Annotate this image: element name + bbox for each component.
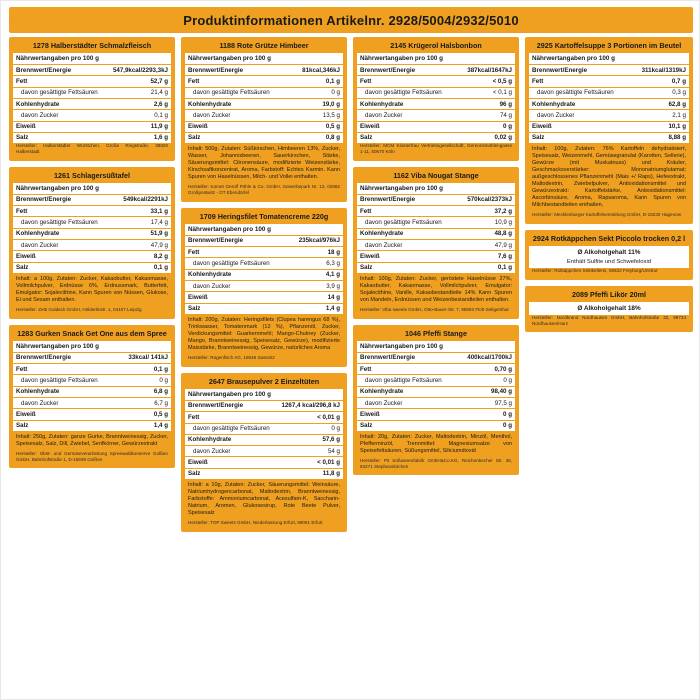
nutrition-table bbox=[529, 53, 689, 143]
nutrient-value: 0,8 g bbox=[325, 134, 340, 142]
nutrition-table bbox=[13, 53, 171, 143]
nutrient-value: 98,40 g bbox=[491, 388, 512, 396]
alcohol-content: Ø Alkoholgehalt 18% bbox=[529, 302, 689, 315]
nutrient-name: Brennwert/Energie bbox=[188, 66, 244, 74]
nutrient-name: Kohlenhydrate bbox=[16, 230, 60, 238]
nutrient-value: 1,4 g bbox=[325, 305, 340, 313]
nutrient-name: davon gesättigte Fettsäuren bbox=[365, 376, 442, 384]
nutrient-name: Eiweiß bbox=[16, 410, 36, 418]
nutrition-row bbox=[185, 401, 343, 412]
nutrition-heading: Nährwertangaben pro 100 g bbox=[357, 183, 515, 195]
nutrient-name: Brennwert/Energie bbox=[360, 66, 416, 74]
nutrient-value: 51,9 g bbox=[150, 230, 168, 238]
nutrient-value: 0,1 g bbox=[153, 264, 168, 272]
nutrition-row bbox=[13, 110, 171, 121]
nutrient-value: 96 g bbox=[499, 100, 512, 108]
nutrition-row bbox=[185, 412, 343, 423]
nutrition-table bbox=[13, 341, 171, 431]
nutrient-name: Eiweiß bbox=[360, 123, 380, 131]
nutrition-row bbox=[357, 409, 515, 420]
nutrition-row bbox=[185, 110, 343, 121]
nutrient-value: 0,1 g bbox=[325, 77, 340, 85]
nutrient-value: 1,6 g bbox=[153, 134, 168, 142]
nutrition-heading: Nährwertangaben pro 100 g bbox=[357, 341, 515, 353]
nutrient-value: 235kcal/976kJ bbox=[298, 237, 340, 245]
nutrition-heading: Nährwertangaben pro 100 g bbox=[13, 53, 171, 65]
nutrition-row bbox=[529, 110, 689, 121]
nutrient-value: 10,9 g bbox=[494, 218, 512, 226]
nutrition-row bbox=[185, 258, 343, 269]
nutrient-name: davon Zucker bbox=[365, 111, 403, 119]
ingredients-text: Inhalt: 200g, Zutaten: Heringsfilets (Clupea harengus 68 %), Trinkwasser, Tomatenmark (12 %), Pflanzenöl, Zucker, Verdickungsmittel: Guarkernmehl; Mango-Chutney (Zucker, Mango, Branntweinessig, Speisesalz, Gewürze), modifizierte Maisstärke, Branntweinessig, Gewürze, natürliches Aroma bbox=[188, 317, 340, 352]
nutrient-name: Salz bbox=[360, 264, 373, 272]
nutrition-row bbox=[185, 304, 343, 314]
nutrition-table bbox=[13, 183, 171, 273]
nutrient-name: davon Zucker bbox=[21, 241, 59, 249]
product-title: 2647 Brausepulver 2 Einzeltüten bbox=[208, 376, 320, 386]
nutrient-name: Brennwert/Energie bbox=[16, 354, 72, 362]
nutrient-name: Kohlenhydrate bbox=[360, 388, 404, 396]
nutrient-name: Eiweiß bbox=[188, 293, 208, 301]
nutrition-row bbox=[357, 76, 515, 87]
nutrient-name: davon gesättigte Fettsäuren bbox=[365, 89, 442, 97]
nutrition-row bbox=[185, 99, 343, 110]
nutrient-name: Brennwert/Energie bbox=[16, 66, 72, 74]
nutrition-row bbox=[13, 263, 171, 273]
nutrition-heading: Nährwertangaben pro 100 g bbox=[13, 183, 171, 195]
nutrient-value: 62,8 g bbox=[668, 100, 686, 108]
nutrient-value: 0,1 g bbox=[153, 365, 168, 373]
nutrient-value: 57,6 g bbox=[322, 436, 340, 444]
producer-text: Hersteller: Rotkäppchen Sektkellerei, 06632 Freyburg/Unstrut bbox=[532, 268, 658, 274]
producer-text: Hersteller: Pit Süßwarenfabrik GmbH&Co.KG, Reichenbecher Str. 36, 83271 Stephanskirchen bbox=[360, 457, 512, 469]
nutrition-row bbox=[13, 387, 171, 398]
nutrition-heading: Nährwertangaben pro 100 g bbox=[529, 53, 689, 65]
producer-text: Hersteller: Nordbrand Nordhausen GmbH, Bahnhofstraße 32, 99734 Nordhausen/Harz bbox=[532, 314, 686, 326]
nutrition-table bbox=[185, 53, 343, 143]
nutrition-row bbox=[13, 398, 171, 409]
nutrient-name: Salz bbox=[16, 134, 29, 142]
ingredients-text: Inhalt: a 10g, Zutaten: Zucker, Säuerungsmittel: Weinsäure, Natriumhydrogencarbonat, Maltodextrin, Branntweinessig, Farbstoffe: Ammoniumcarbonat, Acesulfam-K, Saccharin-Natrium, Aromen, Glukosesirup, Rote Beete Pulver, Speisesalz bbox=[188, 482, 340, 517]
nutrient-value: < 0,01 g bbox=[317, 459, 340, 467]
product-card bbox=[525, 286, 693, 332]
nutrition-row bbox=[357, 88, 515, 99]
nutrition-row bbox=[529, 99, 689, 110]
nutrient-value: 570kcal/2373kJ bbox=[467, 196, 512, 204]
product-card bbox=[525, 230, 693, 280]
product-card bbox=[353, 325, 519, 476]
nutrient-name: Eiweiß bbox=[188, 123, 208, 131]
nutrient-value: 387kcal/1647kJ bbox=[467, 66, 512, 74]
nutrient-name: davon gesättigte Fettsäuren bbox=[21, 218, 98, 226]
nutrient-value: 2,6 g bbox=[153, 100, 168, 108]
nutrient-name: Kohlenhydrate bbox=[188, 436, 232, 444]
nutrient-name: Salz bbox=[16, 264, 29, 272]
nutrition-row bbox=[357, 263, 515, 273]
nutrient-value: 549kcal/2291kJ bbox=[123, 196, 168, 204]
nutrient-name: davon Zucker bbox=[365, 399, 403, 407]
nutrition-row bbox=[185, 247, 343, 258]
nutrient-name: davon Zucker bbox=[193, 111, 231, 119]
nutrition-row bbox=[357, 65, 515, 76]
nutrient-name: Salz bbox=[188, 305, 201, 313]
nutrient-name: Salz bbox=[188, 134, 201, 142]
nutrition-row bbox=[185, 122, 343, 133]
nutrient-value: 19,0 g bbox=[322, 100, 340, 108]
nutrition-row bbox=[13, 421, 171, 431]
nutrition-row bbox=[357, 195, 515, 206]
ingredients-text: Inhalt: 100g, Zutaten: 76% Kartoffeln dehydratisiert, Speisesalz, Weizenmehl, Gemüsegranulat (Karotten, Sellerie), Gewürze (mit Muskatnuss) und Kräuter, Geschmacksverstärker: Mononatriumglutamat; außgeschlossenes Pflanzenmehl (Mais +/ Raps), Hefeextrakt, Maltodextrin, Zwiebelpulver, Antioxidationsmittel und Gewürzextrakt: Kartoffelstärke, Antioxidationsmittel: Ascorbinsäure, Aroma, Rapsaroma, Kann Spuren von Milchbestandteilen enthalten. bbox=[532, 146, 686, 209]
nutrient-name: davon Zucker bbox=[21, 111, 59, 119]
product-title: 1278 Halberstädter Schmalzfleisch bbox=[32, 41, 152, 50]
nutrition-row bbox=[357, 240, 515, 251]
alcohol-note: Enthält Sulfite und Schwefeloxid bbox=[529, 259, 689, 268]
nutrition-row bbox=[185, 446, 343, 457]
nutrient-name: davon Zucker bbox=[365, 241, 403, 249]
nutrition-row bbox=[357, 421, 515, 431]
nutrient-name: Fett bbox=[360, 365, 372, 373]
nutrition-row bbox=[185, 270, 343, 281]
product-card bbox=[353, 37, 519, 161]
nutrient-name: Salz bbox=[16, 422, 29, 430]
nutrient-value: 0,5 g bbox=[153, 410, 168, 418]
product-title: 1046 Pfeffi Stange bbox=[405, 328, 467, 338]
ingredients-text: Inhalt: a 100g, Zutaten: Zucker, Kakaobutter, Kakaomasse, Vollmilchpulver, Erdnüsse 6%, Erdnussmark, Butterfett, Emulgator: Sojalecithine, Kann Spuren von Nüssen, Glukose, Ei und Sesam enthalten. bbox=[16, 275, 168, 303]
column-3 bbox=[353, 37, 519, 481]
nutrition-row bbox=[357, 375, 515, 386]
nutrition-row bbox=[357, 99, 515, 110]
nutrition-row bbox=[529, 76, 689, 87]
nutrient-name: davon gesättigte Fettsäuren bbox=[193, 425, 270, 433]
nutrition-row bbox=[13, 122, 171, 133]
product-card bbox=[525, 37, 693, 224]
nutrient-value: 0,5 g bbox=[325, 123, 340, 131]
nutrient-value: 17,4 g bbox=[150, 218, 168, 226]
ingredients-text: Inhalt: 250g, Zutaten: ganze Gurke, Branntweinessig, Zucker, Speisesalz, Salz, Dill, Zwiebel, Senfkörner, Gewürzextrakt bbox=[16, 433, 168, 447]
nutrition-row bbox=[357, 251, 515, 262]
column-4 bbox=[525, 37, 693, 338]
nutrient-name: Brennwert/Energie bbox=[360, 196, 416, 204]
nutrition-row bbox=[185, 76, 343, 87]
nutrition-row bbox=[357, 206, 515, 217]
nutrition-heading: Nährwertangaben pro 100 g bbox=[185, 389, 343, 401]
nutrient-name: Fett bbox=[16, 77, 28, 85]
product-title: 2924 Rotkäppchen Sekt Piccolo trocken 0,2 l bbox=[532, 234, 686, 244]
nutrient-name: Fett bbox=[532, 77, 544, 85]
nutrition-row bbox=[529, 88, 689, 99]
nutrient-value: 0,7 g bbox=[671, 77, 686, 85]
nutrient-name: Eiweiß bbox=[16, 123, 36, 131]
nutrition-row bbox=[185, 424, 343, 435]
page-header bbox=[9, 7, 693, 33]
nutrition-row bbox=[13, 240, 171, 251]
nutrient-name: Kohlenhydrate bbox=[360, 100, 404, 108]
nutrient-value: 13,5 g bbox=[322, 111, 340, 119]
nutrient-value: < 0,1 g bbox=[492, 89, 512, 97]
product-title: 1261 Schlagersüßtafel bbox=[54, 170, 130, 180]
product-card bbox=[9, 37, 175, 161]
page-title: Produktinformationen Artikelnr. 2928/5004/2932/5010 bbox=[183, 12, 519, 28]
column-2 bbox=[181, 37, 347, 538]
nutrient-value: 0,1 g bbox=[497, 264, 512, 272]
nutrient-value: 10,1 g bbox=[668, 123, 686, 131]
nutrient-name: Eiweiß bbox=[16, 252, 36, 260]
nutrient-name: Kohlenhydrate bbox=[532, 100, 576, 108]
nutrient-value: 0 g bbox=[503, 123, 512, 131]
nutrient-value: < 0,5 g bbox=[492, 77, 512, 85]
nutrition-row bbox=[13, 206, 171, 217]
nutrient-name: davon gesättigte Fettsäuren bbox=[193, 260, 270, 268]
nutrient-value: 2,1 g bbox=[672, 111, 686, 119]
nutrition-row bbox=[357, 398, 515, 409]
nutrient-name: Brennwert/Energie bbox=[532, 66, 588, 74]
nutrition-row bbox=[13, 76, 171, 87]
producer-text: Hersteller: Obst- und Gemüseverarbeitung Spreewaldkonserve Golßen GmbH, Bahnhofstraße 1, D-15938 Golßen bbox=[16, 450, 168, 462]
nutrition-row bbox=[13, 364, 171, 375]
alcohol-content: Ø Alkoholgehalt 11% bbox=[529, 246, 689, 259]
nutrition-row bbox=[13, 251, 171, 262]
nutrient-value: < 0,01 g bbox=[317, 413, 340, 421]
nutrient-name: Salz bbox=[532, 134, 545, 142]
nutrition-table bbox=[357, 183, 515, 273]
nutrient-name: Eiweiß bbox=[360, 252, 380, 260]
nutrient-name: Fett bbox=[16, 207, 28, 215]
nutrient-name: Fett bbox=[360, 77, 372, 85]
nutrition-heading: Nährwertangaben pro 100 g bbox=[357, 53, 515, 65]
nutrient-name: davon gesättigte Fettsäuren bbox=[537, 89, 614, 97]
nutrient-name: davon gesättigte Fettsäuren bbox=[193, 89, 270, 97]
product-card bbox=[181, 373, 347, 532]
nutrient-value: 8,88 g bbox=[668, 134, 686, 142]
nutrition-row bbox=[13, 229, 171, 240]
product-card bbox=[353, 167, 519, 319]
alcohol-table bbox=[529, 246, 689, 268]
nutrient-name: Kohlenhydrate bbox=[360, 230, 404, 238]
nutrient-value: 1267,4 kcal/296,8 kJ bbox=[281, 402, 340, 410]
nutrient-value: 0 g bbox=[331, 89, 340, 97]
nutrient-name: Salz bbox=[188, 470, 201, 478]
nutrient-value: 11,8 g bbox=[322, 470, 340, 478]
nutrient-value: 400kcal/1700kJ bbox=[467, 354, 512, 362]
nutrition-row bbox=[185, 281, 343, 292]
nutrient-value: 0,02 g bbox=[494, 134, 512, 142]
product-title: 1162 Viba Nougat Stange bbox=[393, 170, 479, 180]
nutrient-name: Eiweiß bbox=[360, 410, 380, 418]
nutrient-name: Fett bbox=[188, 248, 200, 256]
nutrient-name: Eiweiß bbox=[532, 123, 552, 131]
nutrition-row bbox=[13, 99, 171, 110]
nutrition-row bbox=[185, 435, 343, 446]
nutrient-name: Salz bbox=[360, 134, 373, 142]
nutrient-name: davon gesättigte Fettsäuren bbox=[21, 89, 98, 97]
nutrition-row bbox=[13, 133, 171, 143]
nutrition-row bbox=[357, 122, 515, 133]
nutrient-value: 6,8 g bbox=[153, 388, 168, 396]
nutrient-name: Kohlenhydrate bbox=[16, 388, 60, 396]
nutrition-row bbox=[185, 469, 343, 479]
nutrition-row bbox=[13, 65, 171, 76]
product-card bbox=[9, 325, 175, 469]
nutrient-name: Kohlenhydrate bbox=[188, 271, 232, 279]
nutrient-name: Kohlenhydrate bbox=[188, 100, 232, 108]
nutrient-name: Fett bbox=[188, 77, 200, 85]
nutrient-value: 81kcal,346kJ bbox=[302, 66, 340, 74]
nutrient-value: 0,70 g bbox=[494, 365, 512, 373]
nutrient-value: 547,9kcal/2293,3kJ bbox=[112, 66, 168, 74]
nutrient-value: 0 g bbox=[503, 410, 512, 418]
product-title: 2145 Krügerol Halsbonbon bbox=[390, 41, 482, 50]
nutrition-row bbox=[13, 375, 171, 386]
nutrition-row bbox=[529, 65, 689, 76]
nutrient-value: 47,9 g bbox=[494, 241, 512, 249]
nutrition-row bbox=[185, 457, 343, 468]
nutrient-value: 7,6 g bbox=[497, 252, 512, 260]
nutrition-row bbox=[13, 409, 171, 420]
nutrient-name: davon Zucker bbox=[193, 447, 231, 455]
ingredients-text: Inhalt: 20g, Zutaten: Zucker, Maltodextrin, Minzöl, Menthol, Pfefferminzöl, Trennmittel: Magnesiumsalze von Speisefettsäuren, Süßungsmittel, Siliciumdioxid bbox=[360, 433, 512, 454]
nutrient-name: Fett bbox=[360, 207, 372, 215]
nutrient-value: 0 g bbox=[159, 376, 168, 384]
producer-text: Hersteller: TOP Sweets GmbH, Niederlassung Erfurt, 99091 Erfurt bbox=[188, 520, 323, 526]
nutrient-value: 4,1 g bbox=[325, 271, 340, 279]
nutrient-name: davon Zucker bbox=[21, 399, 59, 407]
product-title: 1283 Gurken Snack Get One aus dem Spree bbox=[17, 328, 167, 338]
nutrient-value: 48,8 g bbox=[494, 230, 512, 238]
nutrition-row bbox=[185, 292, 343, 303]
nutrient-value: 97,5 g bbox=[494, 399, 512, 407]
nutrition-heading: Nährwertangaben pro 100 g bbox=[13, 341, 171, 353]
nutrition-row bbox=[357, 229, 515, 240]
nutrition-row bbox=[13, 353, 171, 364]
nutrient-name: Brennwert/Energie bbox=[16, 196, 72, 204]
nutrient-value: 47,9 g bbox=[150, 241, 168, 249]
nutrient-name: Fett bbox=[188, 413, 200, 421]
nutrition-row bbox=[357, 364, 515, 375]
product-title: 2089 Pfeffi Likör 20ml bbox=[572, 289, 646, 299]
ingredients-text: Inhalt: 500g, Zutaten: Süßkirschen, Himbeeren 13%, Zucker, Wasser, Johannisbeeren, Sauerkirschen, Stärke, Säuerungsmittel: Citronensäure, modifizierte Weizenstärke, Kirschsaftkonzentrat, Aroma, Farbstoff: Echtes Karmin. Kann Spuren von Haselnüssen, Milch- und Vollei enthalten. bbox=[188, 146, 340, 181]
product-card bbox=[9, 167, 175, 319]
alcohol-table bbox=[529, 302, 689, 315]
nutrition-row bbox=[357, 217, 515, 228]
nutrient-value: 1,4 g bbox=[153, 422, 168, 430]
nutrition-heading: Nährwertangaben pro 100 g bbox=[185, 224, 343, 236]
nutrition-row bbox=[13, 195, 171, 206]
producer-text: Hersteller: Viba sweets GmbH, Otto-Bauer-Str. 7, 98593 Floh-Seligenthal bbox=[360, 306, 509, 312]
nutrient-value: 0 g bbox=[503, 422, 512, 430]
nutrient-value: 311kcal/1319kJ bbox=[641, 66, 686, 74]
producer-text: Hersteller: Mecklenburger Kartoffelveredelung GmbH, D-19230 Hagenow bbox=[532, 212, 682, 218]
nutrient-name: Fett bbox=[16, 365, 28, 373]
nutrient-name: davon gesättigte Fettsäuren bbox=[21, 376, 98, 384]
nutrition-table bbox=[185, 389, 343, 479]
nutrient-value: 52,7 g bbox=[150, 77, 168, 85]
product-card bbox=[181, 208, 347, 367]
nutrient-value: 14 g bbox=[327, 293, 340, 301]
producer-text: Hersteller: Halberstädter Würstchen, Große Ringstraße, 38820 Halberstadt bbox=[16, 143, 168, 154]
nutrition-row bbox=[357, 387, 515, 398]
nutrition-row bbox=[357, 110, 515, 121]
nutrient-value: 33,1 g bbox=[150, 207, 168, 215]
nutrient-name: Brennwert/Energie bbox=[360, 354, 416, 362]
nutrient-name: Eiweiß bbox=[188, 459, 208, 467]
nutrient-value: 0,1 g bbox=[154, 111, 168, 119]
nutrient-name: davon gesättigte Fettsäuren bbox=[365, 218, 442, 226]
product-title: 1709 Heringsfilet Tomatencreme 220g bbox=[199, 211, 329, 221]
nutrient-value: 0 g bbox=[331, 425, 340, 433]
nutrient-value: 11,9 g bbox=[150, 123, 168, 131]
nutrition-row bbox=[13, 88, 171, 99]
nutrition-row bbox=[529, 133, 689, 143]
nutrition-heading: Nährwertangaben pro 100 g bbox=[185, 53, 343, 65]
nutrient-name: davon Zucker bbox=[537, 111, 575, 119]
ingredients-text: Inhalt: 100g, Zutaten: Zucker, geröstete Haselnüsse 27%, Kakaobutter, Kakaomasse, Vollmilchpulver, Emulgator: Sojalecithine, Vanille, Kakaobestandteile 14% Kann Spuren von Mandeln, Erdnüssen und Weizenbestandteilen enthalten. bbox=[360, 275, 512, 303]
product-title: 1188 Rote Grütze Himbeer bbox=[219, 41, 309, 50]
product-title: 2925 Kartoffelsuppe 3 Portionen im Beutel bbox=[536, 41, 682, 50]
nutrient-name: Salz bbox=[360, 422, 373, 430]
nutrition-row bbox=[357, 353, 515, 364]
nutrient-value: 21,4 g bbox=[150, 89, 168, 97]
nutrient-name: Brennwert/Energie bbox=[188, 237, 244, 245]
nutrient-value: 0 g bbox=[503, 376, 512, 384]
nutrient-value: 74 g bbox=[499, 111, 512, 119]
column-1 bbox=[9, 37, 175, 474]
nutrient-name: Brennwert/Energie bbox=[188, 402, 244, 410]
nutrient-name: davon Zucker bbox=[193, 282, 231, 290]
nutrient-value: 3,9 g bbox=[326, 282, 340, 290]
nutrition-table bbox=[185, 224, 343, 314]
nutrient-value: 33kcal/ 141kJ bbox=[128, 354, 168, 362]
nutrient-value: 8,2 g bbox=[153, 252, 168, 260]
nutrition-table bbox=[357, 341, 515, 431]
nutrient-value: 0,3 g bbox=[672, 89, 686, 97]
nutrition-table bbox=[357, 53, 515, 143]
product-card bbox=[181, 37, 347, 202]
producer-text: Hersteller: MCM Klosterfrau Vertriebsgesellschaft, Gereonsmühlengasse 1-11, 50670 Köln bbox=[360, 143, 512, 154]
nutrition-row bbox=[357, 133, 515, 143]
nutrition-row bbox=[185, 65, 343, 76]
nutrition-row bbox=[185, 236, 343, 247]
nutrient-value: 37,2 g bbox=[494, 207, 512, 215]
nutrient-name: Kohlenhydrate bbox=[16, 100, 60, 108]
cards-canvas bbox=[9, 37, 693, 557]
nutrient-value: 6,7 g bbox=[154, 399, 168, 407]
nutrition-row bbox=[185, 133, 343, 143]
nutrition-row bbox=[529, 122, 689, 133]
nutrient-value: 54 g bbox=[327, 447, 340, 455]
producer-text: Hersteller: Zetti Goldeck GmbH, Hölderlinstr. 1, 04107 Leipzig bbox=[16, 306, 142, 312]
producer-text: Hersteller: Rügenfisch AG, 18546 Sassnitz bbox=[188, 355, 275, 361]
nutrient-value: 6,3 g bbox=[326, 260, 340, 268]
producer-text: Hersteller: Komet Gerolf Pöhle & Co. GmbH, Gewerbepark Nr. 13, 02892 Großpostwitz - OT Ebendörfel bbox=[188, 184, 340, 196]
nutrient-value: 18 g bbox=[327, 248, 340, 256]
nutrition-row bbox=[13, 217, 171, 228]
nutrition-row bbox=[185, 88, 343, 99]
